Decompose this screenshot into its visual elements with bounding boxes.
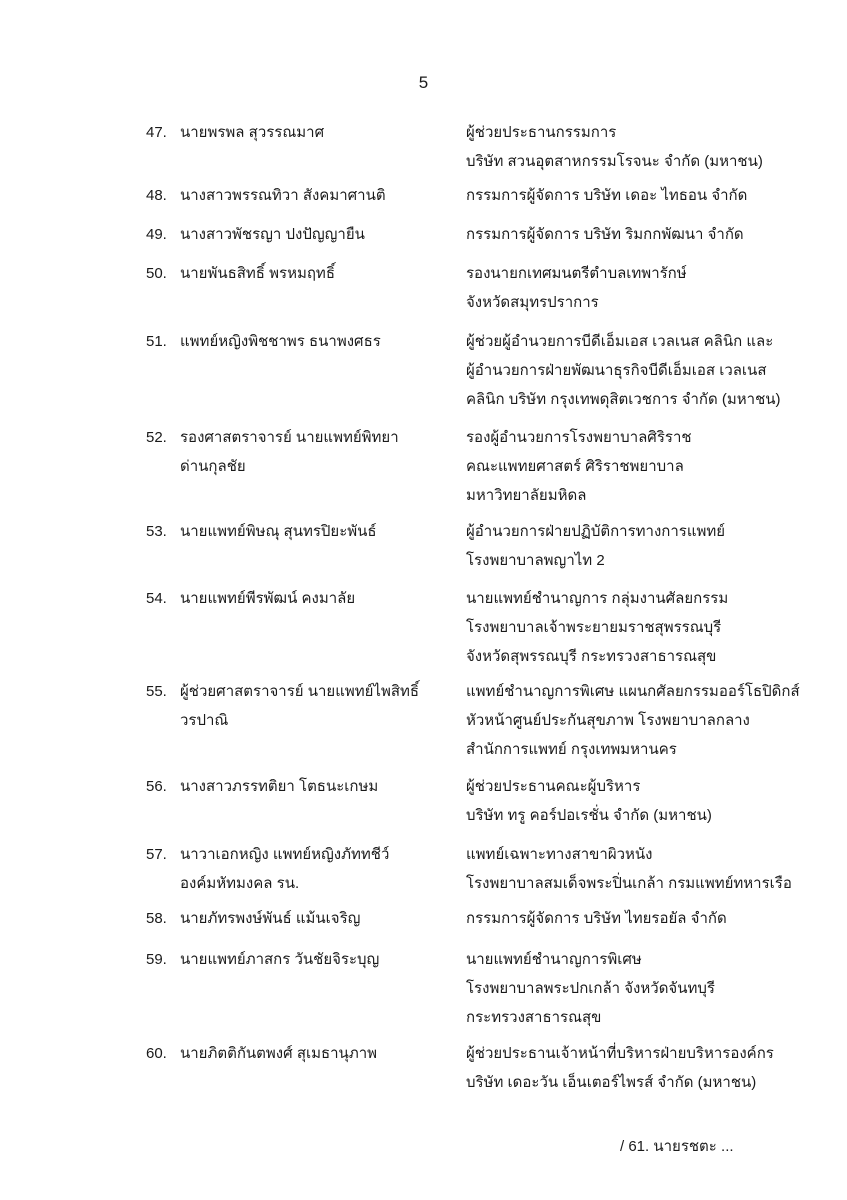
entry-name-line: นายภิตติกันตพงศ์ สุเมธานุภาพ [180,1045,378,1062]
entry-name [180,181,440,210]
entry-name-line: วรปาณิ [180,712,229,729]
entry-position [466,772,826,830]
entry-name [180,1039,440,1068]
entry-position-line: โรงพยาบาลเจ้าพระยายมราชสุพรรณบุรี [466,619,722,636]
entry-name-line: นางสาวพรรณทิวา สังคมาศานติ [180,187,386,204]
entry-name-line: นายแพทย์ภาสกร วันชัยจิระบุญ [180,951,380,968]
entry-position [466,945,826,1032]
entry-position-line: แพทย์เฉพาะทางสาขาผิวหนัง [466,846,653,863]
entry-position [466,584,826,671]
entry-number: 49. [146,226,167,243]
entry-name-line: ผู้ช่วยศาสตราจารย์ นายแพทย์ไพสิทธิ์ [180,683,420,700]
entry-position [466,840,826,898]
entry-position [466,904,826,933]
entry-name [180,220,440,249]
entry-number: 57. [146,846,167,863]
entry-position-line: คลินิก บริษัท กรุงเทพดุสิตเวชการ จำกัด (มหาชน) [466,391,781,408]
entry-position-line: กรรมการผู้จัดการ บริษัท ริมกกพัฒนา จำกัด [466,226,744,243]
entry-position-line: บริษัท ทรู คอร์ปอเรชั่น จำกัด (มหาชน) [466,807,712,824]
entry-name [180,677,440,735]
entry-position-line: ผู้ช่วยประธานคณะผู้บริหาร [466,778,641,795]
entry-position [466,181,826,210]
entry-position [466,1039,826,1097]
entry-position-line: ผู้ช่วยประธานกรรมการ [466,124,617,141]
entry-number: 53. [146,523,167,540]
entry-position-line: รองนายกเทศมนตรีตำบลเทพารักษ์ [466,265,687,282]
entry-position-line: หัวหน้าศูนย์ประกันสุขภาพ โรงพยาบาลกลาง [466,712,750,729]
entry-name [180,327,440,356]
entry-name-line: นายแพทย์พีรพัฒน์ คงมาลัย [180,590,356,607]
entry-position-line: แพทย์ชำนาญการพิเศษ แผนกศัลยกรรมออร์โธปิดิกส์ [466,683,800,700]
entry-position-line: กรรมการผู้จัดการ บริษัท เดอะ ไทธอน จำกัด [466,187,748,204]
entry-position-line: บริษัท เดอะวัน เอ็นเตอร์ไพรส์ จำกัด (มหาชน) [466,1074,757,1091]
entry-position-line: นายแพทย์ชำนาญการ กลุ่มงานศัลยกรรม [466,590,729,607]
entry-position-line: มหาวิทยาลัยมหิดล [466,487,587,504]
entry-position-line: ผู้อำนวยการฝ่ายพัฒนาธุรกิจบีดีเอ็มเอส เวลเนส [466,362,767,379]
entry-position-line: โรงพยาบาลพญาไท 2 [466,552,605,569]
entry-name-line: ด่านกุลชัย [180,458,246,475]
entry-position-line: โรงพยาบาลพระปกเกล้า จังหวัดจันทบุรี [466,980,715,997]
entry-position [466,423,826,510]
entry-number: 60. [146,1045,167,1062]
entry-position-line: ผู้อำนวยการฝ่ายปฏิบัติการทางการแพทย์ [466,523,726,540]
entry-name [180,904,440,933]
entry-name [180,259,440,288]
entry-name-line: นาวาเอกหญิง แพทย์หญิงภัททชีว์ [180,846,390,863]
entry-position-line: กรรมการผู้จัดการ บริษัท ไทยรอยัล จำกัด [466,910,727,927]
entry-position [466,517,826,575]
entry-position [466,677,826,764]
entry-position [466,220,826,249]
entry-name-line: รองศาสตราจารย์ นายแพทย์พิทยา [180,429,399,446]
entry-number: 50. [146,265,167,282]
entry-number: 54. [146,590,167,607]
entry-name [180,945,440,974]
entry-name [180,118,440,147]
entry-number: 56. [146,778,167,795]
entry-position-line: ผู้ช่วยผู้อำนวยการบีดีเอ็มเอส เวลเนส คลินิก และ [466,333,774,350]
entry-position [466,118,826,176]
entry-name-line: นายแพทย์พิษณุ สุนทรปิยะพันธ์ [180,523,377,540]
page-number: 5 [418,73,429,92]
entry-position-line: นายแพทย์ชำนาญการพิเศษ [466,951,642,968]
entry-name-line: แพทย์หญิงพิชชาพร ธนาพงศธร [180,333,381,350]
continuation-note: / 61. นายรชตะ ... [620,1138,734,1155]
entry-number: 47. [146,124,167,141]
entry-name-line: นายภัทรพงษ์พันธ์ แม้นเจริญ [180,910,361,927]
entry-position-line: จังหวัดสมุทรปราการ [466,294,599,311]
entry-position [466,327,826,414]
entry-position-line: บริษัท สวนอุตสาหกรรมโรจนะ จำกัด (มหาชน) [466,153,763,170]
entry-name-line: นายพันธสิทธิ์ พรหมฤทธิ์ [180,265,335,282]
entry-number: 51. [146,333,167,350]
entry-position-line: กระทรวงสาธารณสุข [466,1009,602,1026]
entry-number: 55. [146,683,167,700]
entry-number: 48. [146,187,167,204]
entry-number: 59. [146,951,167,968]
entry-name [180,840,440,898]
entry-name-line: นางสาวภรรทติยา โตธนะเกษม [180,778,379,795]
entry-position-line: สำนักการแพทย์ กรุงเทพมหานคร [466,741,677,758]
entry-position [466,259,826,317]
entry-name [180,772,440,801]
entry-position-line: รองผู้อำนวยการโรงพยาบาลศิริราช [466,429,692,446]
entry-name [180,584,440,613]
entry-name [180,517,440,546]
entry-position-line: คณะแพทยศาสตร์ ศิริราชพยาบาล [466,458,684,475]
entry-number: 52. [146,429,167,446]
entry-number: 58. [146,910,167,927]
entry-position-line: โรงพยาบาลสมเด็จพระปิ่นเกล้า กรมแพทย์ทหารเรือ [466,875,792,892]
entry-name-line: นายพรพล สุวรรณมาศ [180,124,325,141]
entry-position-line: จังหวัดสุพรรณบุรี กระทรวงสาธารณสุข [466,648,717,665]
entry-name-line: นางสาวพัชรญา ปงปัญญายืน [180,226,365,243]
entry-name [180,423,440,481]
entry-name-line: องค์มหัทมงคล รน. [180,875,300,892]
entry-position-line: ผู้ช่วยประธานเจ้าหน้าที่บริหารฝ่ายบริหารองค์กร [466,1045,774,1062]
